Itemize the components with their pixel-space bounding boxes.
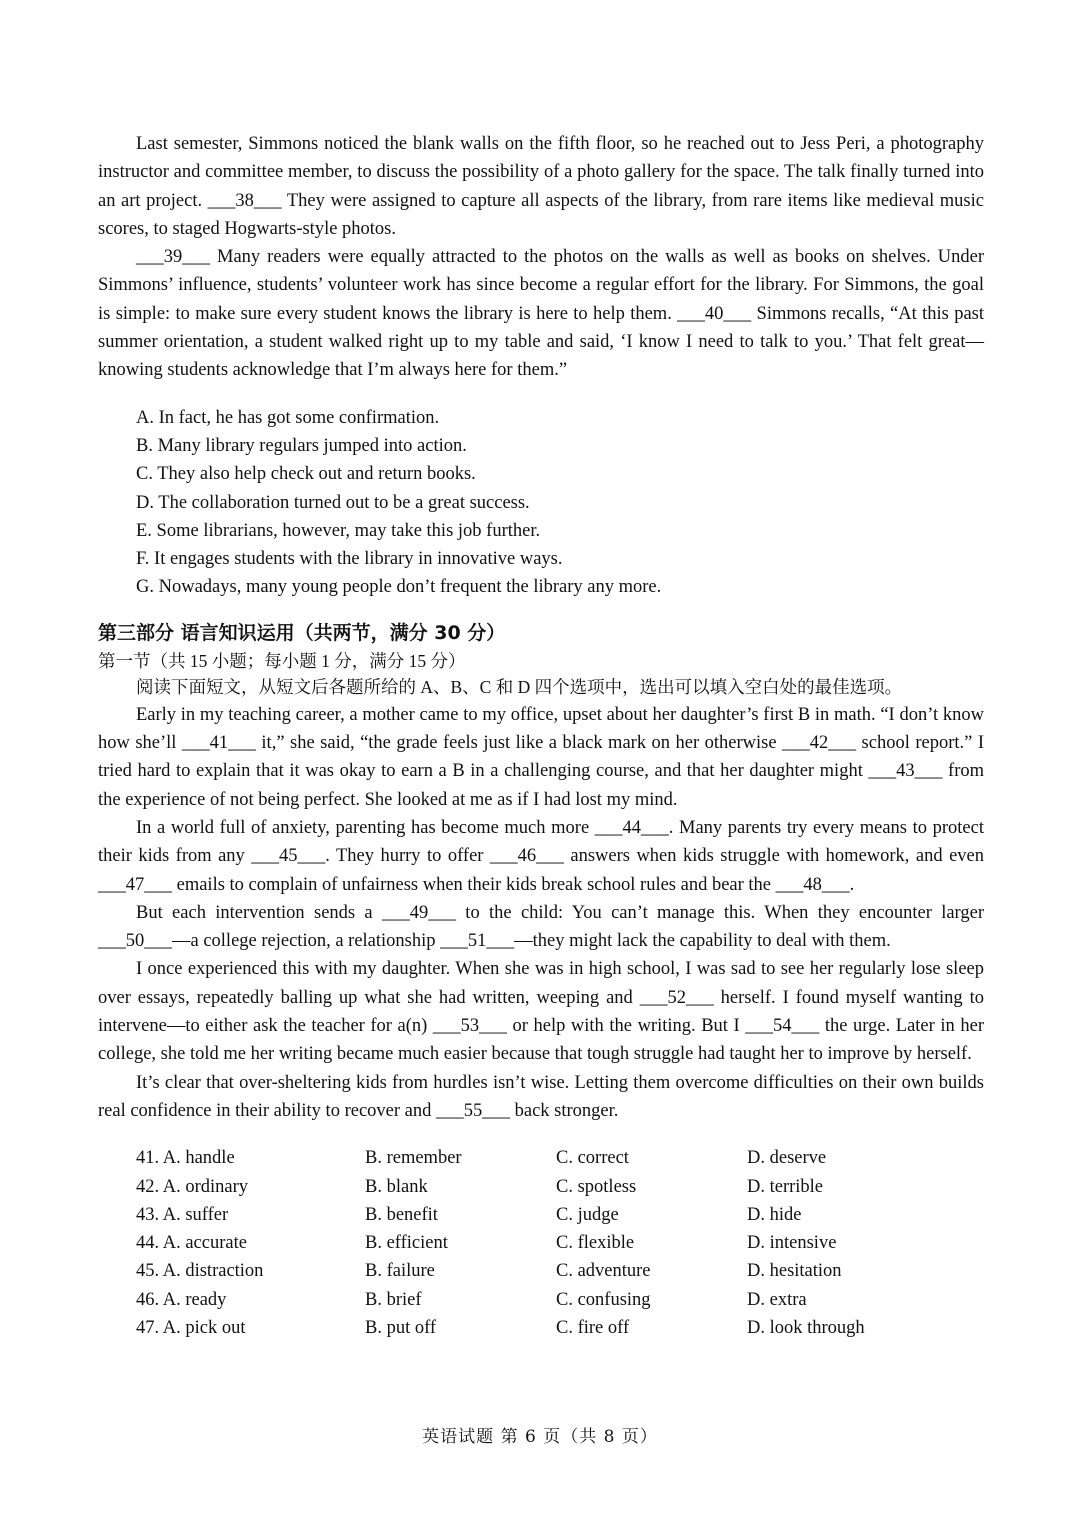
- choice-c: C. flexible: [556, 1233, 635, 1254]
- choice-a: 41. A. handle: [136, 1148, 235, 1169]
- cloze-paragraph: I once experienced this with my daughter. When she was in high school, I was sad to see her regularly lose sleep over essays, repeatedly balling up what she had written, weeping and ___52___ herself. I found myself wanting to intervene—to either ask the teacher for a(n) ___53___ or help with the writing. But I ___54___ the urge. Later in her college, she told me her writing became much easier because that tough struggle had taught her to improve by herself.: [98, 959, 984, 1065]
- choice-a: 44. A. accurate: [136, 1233, 247, 1254]
- choice-d: D. extra: [747, 1289, 807, 1310]
- choice-d: D. intensive: [747, 1233, 837, 1254]
- exam-page: [98, 130, 984, 1342]
- choice-row: [136, 1286, 984, 1314]
- choice-c: C. judge: [556, 1204, 619, 1225]
- section-title: 第三部分 语言知识运用（共两节，满分 30 分）: [98, 621, 506, 644]
- choice-b: B. failure: [365, 1261, 435, 1282]
- option-item: B. Many library regulars jumped into action.: [136, 435, 467, 456]
- section-instruction: 阅读下面短文，从短文后各题所给的 A、B、C 和 D 四个选项中，选出可以填入空白处的最佳选项。: [136, 676, 903, 697]
- choice-c: C. spotless: [556, 1176, 637, 1197]
- choice-a: 43. A. suffer: [136, 1204, 229, 1225]
- option-item: D. The collaboration turned out to be a great success.: [136, 492, 530, 513]
- choice-a: 45. A. distraction: [136, 1261, 264, 1282]
- choice-a: 46. A. ready: [136, 1289, 227, 1310]
- cloze-paragraph: Early in my teaching career, a mother came to my office, upset about her daughter’s first B in math. “I don’t know how she’ll ___41___ it,” she said, “the grade feels just like a black mark on her otherwise ___42___ school report.” I tried hard to explain that it was okay to earn a B in a challenging course, and that her daughter might ___43___ from the experience of not being perfect. She looked at me as if I had lost my mind.: [98, 704, 984, 810]
- choice-row: [136, 1201, 984, 1229]
- choice-row: [136, 1173, 984, 1201]
- choice-d: D. terrible: [747, 1176, 824, 1197]
- choice-c: C. confusing: [556, 1289, 651, 1310]
- option-item: C. They also help check out and return books.: [136, 464, 476, 485]
- passage-paragraph: ___39___ Many readers were equally attracted to the photos on the walls as well as books on shelves. Under Simmons’ influence, students’ volunteer work has since become a regular effort for the library. For Simmons, the goal is simple: to make sure every student knows the library is here to help them. ___40___ Simmons recalls, “At this past summer orientation, a student walked right up to my table and said, ‘I know I need to talk to you.’ That felt great—knowing students acknowledge that I’m always here for them.”: [98, 247, 984, 381]
- choice-d: D. deserve: [747, 1148, 827, 1169]
- option-item: G. Nowadays, many young people don’t frequent the library any more.: [136, 577, 662, 598]
- choice-b: B. benefit: [365, 1204, 438, 1225]
- cloze-paragraph: It’s clear that over-sheltering kids from hurdles isn’t wise. Letting them overcome difficulties on their own builds real confidence in their ability to recover and ___55___ back stronger.: [98, 1072, 984, 1121]
- cloze-paragraph: But each intervention sends a ___49___ to the child: You can’t manage this. When they encounter larger ___50___—a college rejection, a relationship ___51___—they might lack the capability to deal with them.: [98, 902, 984, 952]
- choice-a: 47. A. pick out: [136, 1317, 246, 1338]
- page-footer: 英语试题 第 6 页（共 8 页）: [422, 1427, 658, 1447]
- choice-b: B. put off: [365, 1317, 437, 1338]
- choice-row: [136, 1229, 984, 1257]
- choice-d: D. hide: [747, 1204, 802, 1225]
- choice-a: 42. A. ordinary: [136, 1176, 249, 1197]
- choice-b: B. efficient: [365, 1233, 448, 1254]
- choice-c: C. correct: [556, 1148, 629, 1169]
- choice-row: [136, 1314, 984, 1342]
- choice-b: B. brief: [365, 1289, 422, 1310]
- choice-d: D. hesitation: [747, 1261, 842, 1282]
- choice-b: B. remember: [365, 1148, 462, 1169]
- option-item: F. It engages students with the library in innovative ways.: [136, 549, 563, 570]
- seven-choice-options: [98, 404, 984, 602]
- option-item: A. In fact, he has got some confirmation.: [136, 407, 440, 428]
- choice-d: D. look through: [747, 1317, 865, 1338]
- option-item: E. Some librarians, however, may take this job further.: [136, 520, 541, 541]
- passage-paragraph: Last semester, Simmons noticed the blank walls on the fifth floor, so he reached out to Jess Peri, a photography instructor and committee member, to discuss the possibility of a photo gallery for the space. The talk finally turned into an art project. ___38___ They were assigned to capture all aspects of the library, from rare items like medieval music scores, to staged Hogwarts-style photos.: [98, 134, 984, 239]
- cloze-paragraph: In a world full of anxiety, parenting has become much more ___44___. Many parents try every means to protect their kids from any ___45___. They hurry to offer ___46___ answers when kids struggle with homework, and even ___47___ emails to complain of unfairness when their kids break school rules and bear the ___48___.: [98, 817, 984, 895]
- choice-c: C. fire off: [556, 1317, 630, 1338]
- choice-b: B. blank: [365, 1176, 428, 1197]
- choices-grid: [98, 1144, 984, 1342]
- section-subtitle: 第一节（共 15 小题；每小题 1 分，满分 15 分）: [98, 650, 466, 671]
- choice-c: C. adventure: [556, 1261, 651, 1282]
- choice-row: [136, 1144, 984, 1172]
- choice-row: [136, 1257, 984, 1285]
